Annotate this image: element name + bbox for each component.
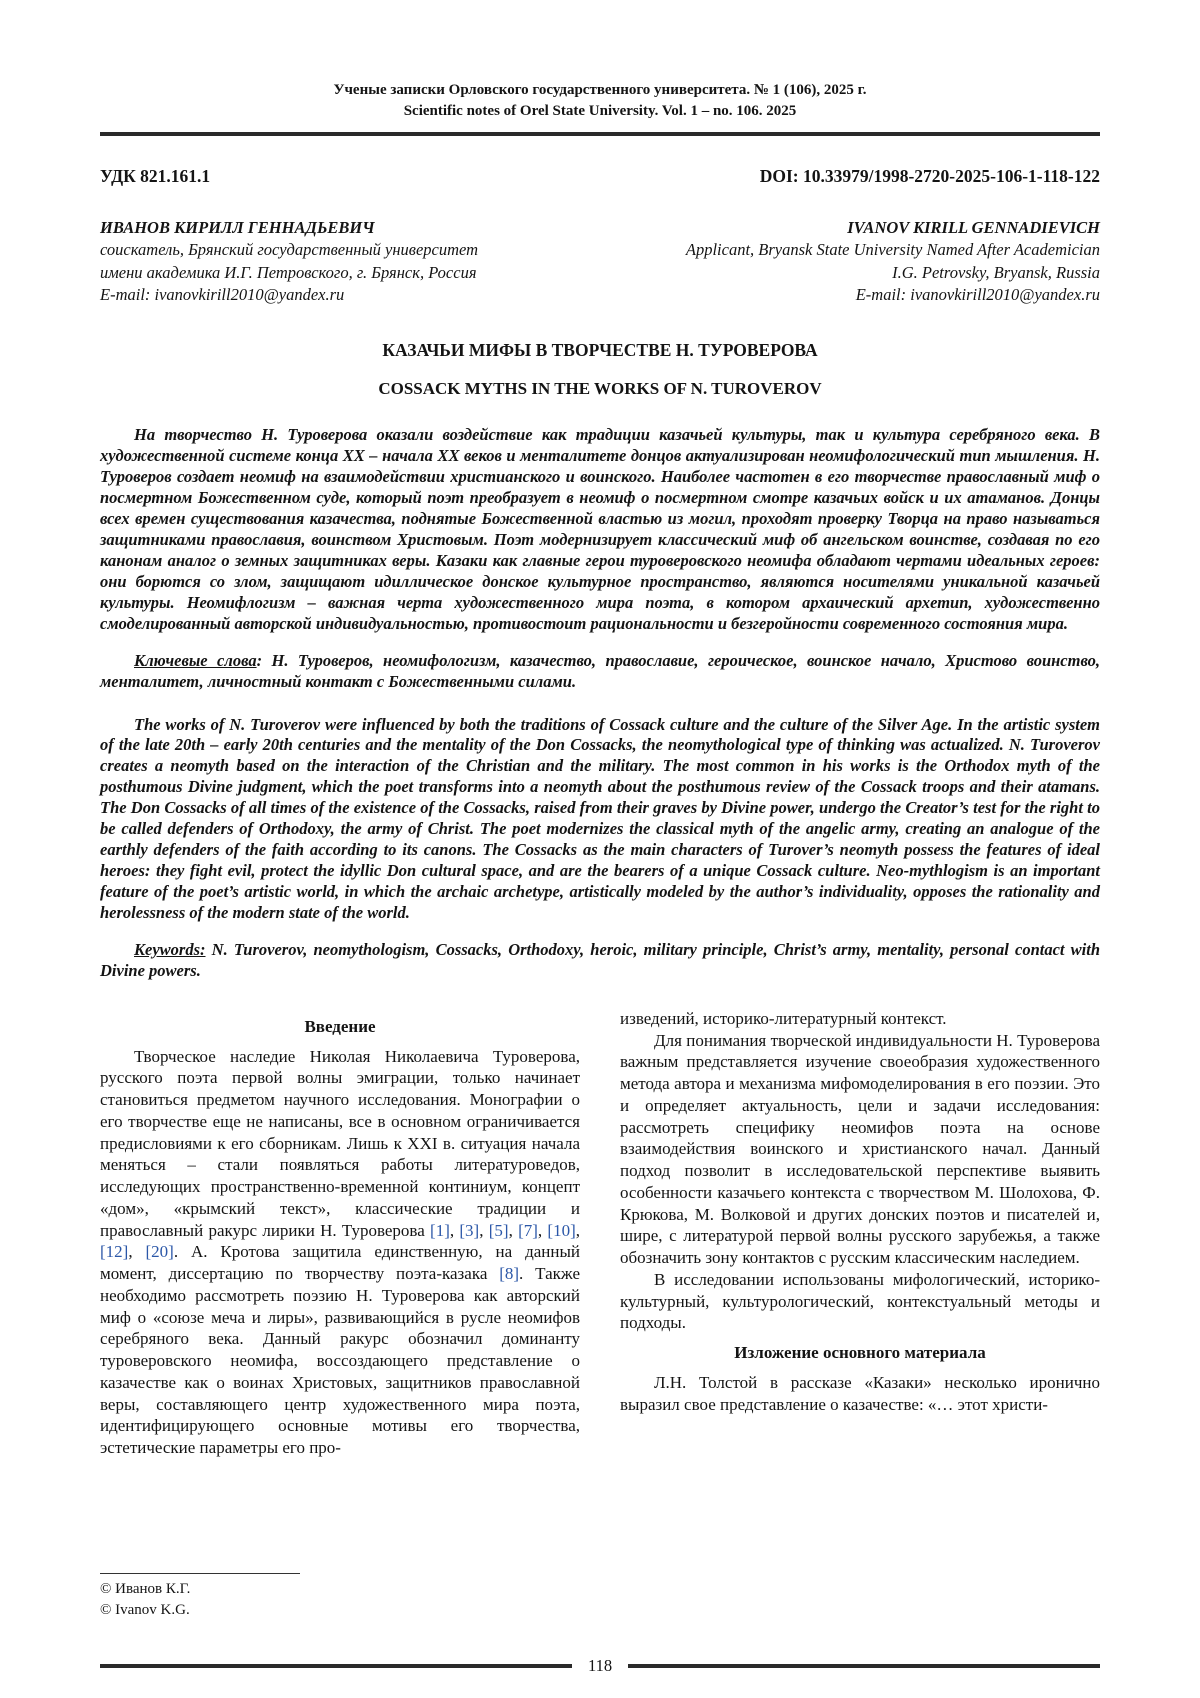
paragraph-text: , <box>479 1220 489 1240</box>
section-heading-introduction: Введение <box>304 1016 376 1036</box>
author-affiliation-ru-line2: имени академика И.Г. Петровского, г. Брянск, Россия <box>100 262 477 282</box>
body-paragraph-methods-context: Для понимания творческой индивидуальности Н. Туроверова важным представляется изучение своеобразия художественного метода автора и механизма мифомоделирования в его поэзии. Это и определяет актуальность, цели и задачи исследования: рассмотреть специфику неомифов поэта на основе взаимодействия воинского и христианского начал. Данный подход позволит в исследовательской перспективе выявить особенности казачьего контекста с творчеством М. Шолохова, Ф. Крюкова, М. Волковой и других донских поэтов и писателей и, шире, с литературой первой волны русского зарубежья, а также обозначить зону контактов с русским классическим наследием. <box>620 1030 1100 1268</box>
paragraph-text: , <box>128 1242 146 1262</box>
keywords-ru <box>100 651 1100 693</box>
keywords-en-label: Keywords: <box>134 940 206 960</box>
abstract-en-text: The works of N. Turoverov were influenced by both the traditions of Cossack culture and the culture of the Silver Age. In the artistic system of the late 20th – early 20th centuries and the mentality of the Don Cossacks, the neomythological type of thinking was actualized. N. Turoverov creates a neomyth based on the interaction of the Christian and the military. The most common in his works is the Orthodox myth of the posthumous Divine judgment, which the poet transforms into a neomyth about the posthumous review of the Cossack troops and their atamans. The Don Cossacks of all times of the existence of the Cossacks, raised from their graves by Divine power, undergo the Creator’s test for the right to be called defenders of Orthodoxy, the army of Christ. The poet modernizes the classical myth of the angelic army, creating an analogue of the earthly defenders of the faith according to its canons. The Cossacks as the main characters of Turover’s neomyth possess the features of ideal heroes: they fight evil, protect the idyllic Don cultural space, and are the bearers of a unique Cossack culture. Neo-mythlogism is an important feature of the poet’s artistic world, in which the archaic archetype, artistically modeled by the author’s individuality, opposes the rationality and herolessness of the modern state of the world. <box>100 714 1100 923</box>
copyright-en: © Ivanov K.G. <box>100 1602 190 1619</box>
abstract-ru <box>100 425 1100 692</box>
citation-ref[interactable]: [20] <box>145 1242 174 1262</box>
copyright-ru: © Иванов К.Г. <box>100 1580 191 1597</box>
body-paragraph-continuation: изведений, историко-литературный контекст. <box>620 1008 947 1028</box>
header-rule <box>100 132 1100 136</box>
doi-code: DOI: 10.33979/1998-2720-2025-106-1-118-122 <box>759 166 1100 186</box>
author-affiliation-ru-line1: соискатель, Брянский государственный университет <box>100 240 479 260</box>
keywords-en <box>100 940 1100 982</box>
keywords-ru-label: Ключевые слова <box>134 650 257 670</box>
page-number-rule-right <box>628 1664 1100 1668</box>
citation-ref[interactable]: [10] <box>547 1220 576 1240</box>
author-block-en <box>686 217 1100 306</box>
page-number: 118 <box>587 1656 613 1675</box>
citation-ref[interactable]: [8] <box>499 1264 520 1284</box>
author-block-ru <box>100 217 478 306</box>
author-email-en: E-mail: ivanovkirill2010@yandex.ru <box>855 284 1100 304</box>
author-email-ru: E-mail: ivanovkirill2010@yandex.ru <box>100 284 345 304</box>
udk-code: УДК 821.161.1 <box>100 166 211 186</box>
body-paragraph-methods: В исследовании использованы мифологический, историко-культурный, культурологический, контекстуальный методы и подходы. <box>620 1269 1100 1333</box>
body-paragraph-tolstoy: Л.Н. Толстой в рассказе «Казаки» несколько иронично выразил свое представление о казачестве: «… этот христи- <box>620 1372 1100 1414</box>
page-footer <box>100 1573 1100 1677</box>
article-body <box>100 1008 1100 1459</box>
citation-ref[interactable]: [1] <box>430 1220 450 1240</box>
intro-paragraph <box>100 1046 580 1459</box>
author-affiliation-en-line2: I.G. Petrovsky, Bryansk, Russia <box>892 262 1100 282</box>
column-right <box>620 1008 1100 1459</box>
paragraph-text: , <box>449 1220 460 1240</box>
author-affiliation-en-line1: Applicant, Bryansk State University Named After Academician <box>685 240 1100 260</box>
citation-ref[interactable]: [7] <box>518 1220 538 1240</box>
article-title-ru: КАЗАЧЬИ МИФЫ В ТВОРЧЕСТВЕ Н. ТУРОВЕРОВА <box>382 340 818 361</box>
citation-ref[interactable]: [3] <box>459 1220 480 1240</box>
paragraph-text: , <box>537 1220 548 1240</box>
meta-row <box>100 166 1100 187</box>
abstract-en <box>100 715 1100 982</box>
keywords-ru-text: : Н. Туроверов, неомифологизм, казачество, православие, героическое, воинское начало, Христово воинство, менталитет, личностный контакт с Божественными силами. <box>100 650 1100 691</box>
footnote-rule <box>100 1573 300 1574</box>
paragraph-text: . А. Кротова защитила единственную, на данный момент, диссертацию по творчеству поэта-казака <box>100 1242 580 1284</box>
author-name-ru: ИВАНОВ КИРИЛЛ ГЕННАДЬЕВИЧ <box>100 218 375 237</box>
page-number-rule-left <box>100 1664 572 1668</box>
paragraph-text: . Также необходимо рассмотреть поэзию Н. Туроверова как авторский миф о «союзе меча и лиры», развивающийся в русле неомифов серебряного века. Данный ракурс обозначил доминанту туроверовского неомифа, воссоздающего представление о казачестве как о воинах Христовых, защитников православной веры, составляющего центр художественного мира поэта, идентифицирующего основные мотивы его творчества, эстетические параметры его про- <box>100 1264 580 1458</box>
paragraph-text: , <box>508 1220 519 1240</box>
section-heading-main-material: Изложение основного материала <box>734 1343 986 1363</box>
paragraph-text: , <box>575 1220 580 1240</box>
abstract-ru-text: На творчество Н. Туроверова оказали воздействие как традиции казачьей культуры, так и культура серебряного века. В художественной системе конца XX – начала XX веков и менталитете донцов актуализирован неомифологический тип мышления. Н. Туроверов создает неомиф на взаимодействии христианского и воинского. Наиболее частотен в его творчестве православный миф о посмертном Божественном суде, который поэт преобразует в неомиф о посмертном смотре казачьих войск и их атаманов. Донцы всех времен существования казачества, поднятые Божественной властью из могил, проходят проверку Творца на право называться защитниками православия, воинством Христовым. Поэт модернизирует классический миф об ангельском воинстве, создавая по его канонам аналог о земных защитниках веры. Казаки как главные герои туроверовского неомифа обладают чертами идеальных героев: они борются со злом, защищают идиллическое донское культурное пространство, являются носителями уникальной казачьей культуры. Неомифлогизм – важная черта художественного мира поэта, в котором архаический архетип, художественно смоделированный авторской индивидуальностью, противостоит рациональности и безгеройности современного состояния мира. <box>100 425 1100 633</box>
journal-name-ru: Ученые записки Орловского государственного университета. № 1 (106), 2025 г. <box>333 82 867 98</box>
author-name-en: IVANOV KIRILL GENNADIEVICH <box>847 218 1100 237</box>
page-number-row <box>100 1656 1100 1676</box>
citation-ref[interactable]: [5] <box>488 1220 509 1240</box>
authors-row <box>100 217 1100 306</box>
citation-ref[interactable]: [12] <box>100 1242 129 1262</box>
paragraph-text: Творческое наследие Николая Николаевича Туроверова, русского поэта первой волны эмиграции, только начинает становиться предметом научного исследования. Монографии о его творчестве еще не написаны, все в основном ограничивается предисловиями к его сборникам. Лишь к XXI в. ситуация начала меняться – стали появляться работы литературоведов, исследующих пространственно-временной континиум, концепт «дом», «крымский текст», классические традиции и православный ракурс лирики Н. Туроверова <box>100 1046 580 1240</box>
keywords-en-text: N. Turoverov, neomythologism, Cossacks, Orthodoxy, heroic, military principle, Christ’s army, mentality, personal contact with Divine powers. <box>100 940 1100 980</box>
column-left <box>100 1008 580 1459</box>
journal-name-en: Scientific notes of Orel State University. Vol. 1 – no. 106. 2025 <box>403 103 797 119</box>
article-title-en: COSSACK MYTHS IN THE WORKS OF N. TUROVEROV <box>378 379 822 399</box>
journal-header <box>100 80 1100 122</box>
